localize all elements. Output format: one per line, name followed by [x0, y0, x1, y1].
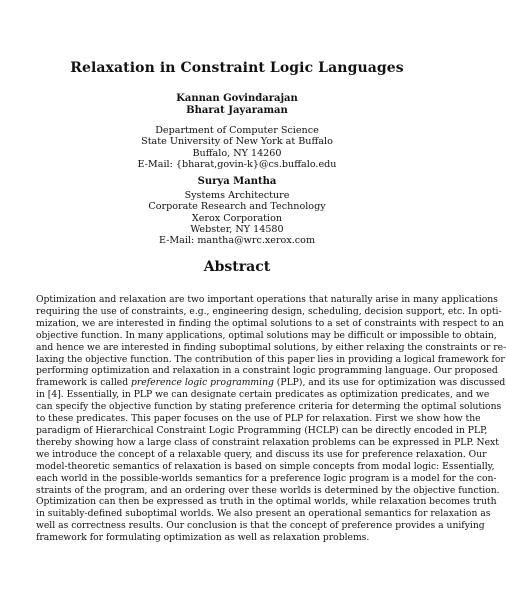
department: Department of Computer Science: [155, 125, 319, 136]
email: E-Mail: {bharat,govin-k}@cs.buffalo.edu: [137, 158, 337, 170]
abstract-line: each world in the possible-worlds semantics for a preference logic program is a model for the con-: [36, 472, 497, 484]
abstract-line: in suitably-defined suboptimal worlds. We also present an operational semantics for relaxation as: [36, 508, 491, 520]
abstract-line: performing optimization and relaxation in a constraint logic programming language. Our proposed: [36, 365, 498, 377]
abstract-line: to these predicates. This paper focuses on the use of PLP for relaxation. First we show how the: [36, 413, 481, 425]
abstract-line: Optimization and relaxation are two important operations that naturally arise in many applications: [36, 294, 498, 305]
abstract-line: in [4]. Essentially, in PLP we can designate certain predicates as optimization predicates, and we: [36, 389, 490, 401]
abstract-line: mization, we are interested in finding the optimal solutions to a set of constraints with respect to an: [36, 317, 504, 329]
address: Webster, NY 14580: [190, 223, 284, 235]
emphasized-term: preference logic programming: [131, 377, 274, 389]
email: E-Mail: mantha@wrc.xerox.com: [158, 235, 316, 247]
abstract-line: laxing the objective function. The contribution of this paper lies in providing a logical framework for: [36, 353, 505, 365]
abstract-line-text: (PLP), and its use for optimization was discussed: [273, 377, 506, 389]
abstract-line: well as correctness results. Our conclusion is that the concept of preference provides a unifying: [36, 520, 485, 532]
abstract-line: paradigm of Hierarchical Constraint Logic Programming (HCLP) can be directly encoded in PLP,: [36, 424, 488, 436]
abstract-line: requiring the use of constraints, e.g., engineering design, scheduling, decision support, etc. In opti-: [36, 305, 502, 317]
company: Xerox Corporation: [191, 212, 283, 224]
paper-title: Relaxation in Constraint Logic Languages: [70, 60, 404, 76]
abstract-line: Optimization can then be expressed as truth in the optimal worlds, while relaxation becomes truth: [36, 496, 497, 508]
division: Systems Architecture: [184, 190, 290, 201]
abstract-line: we introduce the concept of a relaxable query, and discuss its use for preference relaxation. Our: [36, 448, 487, 460]
department: Corporate Research and Technology: [148, 201, 326, 213]
abstract-body: [36, 294, 506, 544]
abstract-line: thereby showing how a large class of constraint relaxation problems can be expressed in PLP. Next: [36, 436, 499, 448]
author-name: Kannan Govindarajan: [176, 93, 298, 104]
abstract-line: objective function. In many applications, optimal solutions may be difficult or impossible to obtain,: [36, 329, 497, 341]
address: Buffalo, NY 14260: [192, 147, 282, 159]
abstract-line: framework for formulating optimization as well as relaxation problems.: [36, 532, 370, 544]
abstract-line: straints of the program, and an ordering over these worlds is determined by the objective function.: [36, 484, 500, 496]
abstract-line: can specify the objective function by stating preference criteria for determing the optimal solutions: [36, 401, 502, 413]
abstract-heading: Abstract: [203, 259, 271, 275]
abstract-line: and hence we are interested in finding suboptimal solutions, by either relaxing the constraints or re-: [36, 341, 506, 353]
author-name: Bharat Jayaraman: [186, 105, 288, 116]
abstract-line: model-theoretic semantics of relaxation is based on simple concepts from modal logic: Essentially,: [36, 460, 495, 472]
abstract-line: [36, 377, 506, 389]
university: State University of New York at Buffalo: [141, 136, 333, 148]
author-block-1: [0, 93, 474, 117]
abstract-line-text: framework is called: [36, 377, 132, 389]
affiliation-block-1: [0, 125, 474, 170]
author-name-2: Surya Mantha: [197, 176, 277, 187]
affiliation-block-2: [0, 190, 474, 246]
